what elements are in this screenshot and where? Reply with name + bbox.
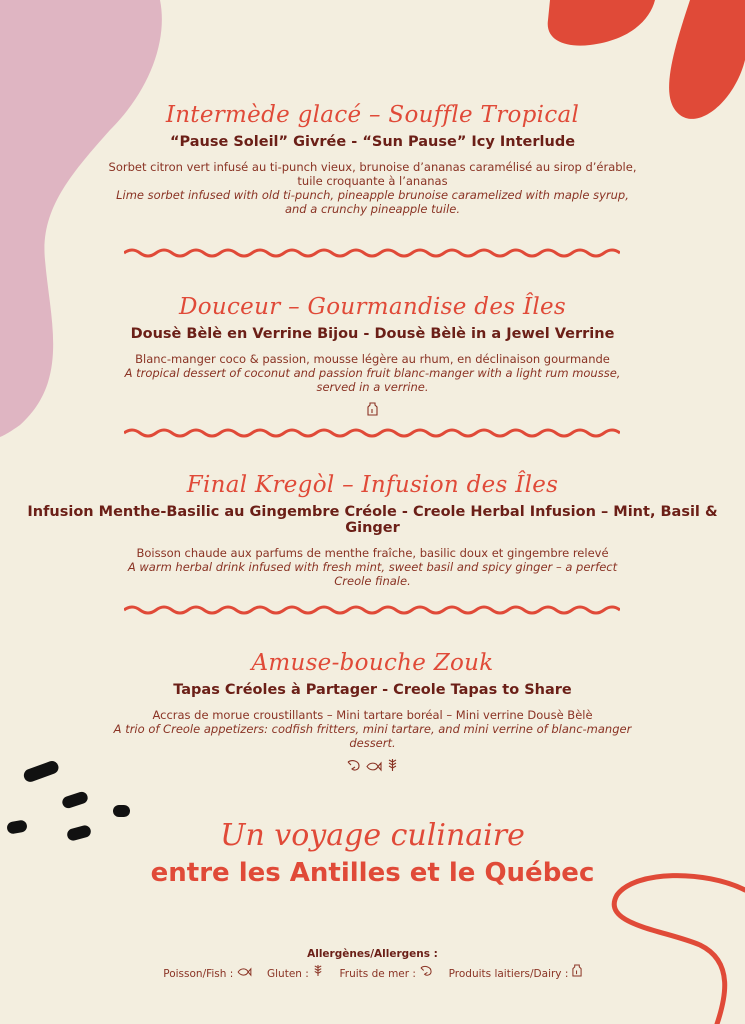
- fish-icon: [237, 967, 252, 977]
- dairy-icon: [572, 964, 582, 977]
- dish-title: Tapas Créoles à Partager - Creole Tapas to Share: [173, 682, 572, 698]
- allergens-legend: [0, 964, 745, 980]
- fish-icon: [366, 761, 382, 772]
- legend-seafood-label: Fruits de mer :: [339, 968, 416, 980]
- shrimp-icon: [346, 759, 361, 772]
- section-heading: Douceur – Gourmandise des Îles: [179, 294, 566, 320]
- dairy-icon: [367, 402, 378, 416]
- wave-divider: [124, 603, 620, 617]
- legend-seafood: [340, 968, 437, 980]
- description-fr: Blanc-manger coco & passion, mousse légère au rhum, en déclinaison gourmande: [135, 352, 610, 366]
- section-heading: Amuse-bouche Zouk: [251, 650, 494, 676]
- description-fr: Sorbet citron vert infusé au ti-punch vieux, brunoise d’ananas caramélisé au sirop d’érable, tuile croquante à l’ananas: [108, 160, 637, 188]
- allergen-icons: [0, 758, 745, 776]
- description-en: A tropical dessert of coconut and passion fruit blanc-manger with a light rum mousse, served in a verrine.: [124, 366, 621, 394]
- description-en: Lime sorbet infused with old ti-punch, pineapple brunoise caramelized with maple syrup, and a crunchy pineapple tuile.: [116, 188, 629, 216]
- legend-gluten-label: Gluten :: [267, 968, 309, 980]
- legend-dairy-label: Produits laitiers/Dairy :: [448, 968, 569, 980]
- description-en: A trio of Creole appetizers: codfish fritters, mini tartare, and mini verrine of blanc-manger dessert.: [113, 722, 632, 750]
- section-heading: Final Kregòl – Infusion des Îles: [186, 472, 559, 498]
- wave-divider: [124, 426, 620, 440]
- tagline-bold: entre les Antilles et le Québec: [150, 858, 595, 888]
- red-swirl-decoration: [605, 870, 745, 1024]
- legend-fish: [163, 968, 255, 980]
- gluten-icon: [312, 964, 324, 977]
- shrimp-icon: [419, 965, 433, 977]
- dish-title: Dousè Bèlè en Verrine Bijou - Dousè Bèlè in a Jewel Verrine: [130, 326, 615, 342]
- menu-section-final-kregol: [0, 472, 745, 588]
- menu-section-douceur: [0, 294, 745, 420]
- menu-section-intermede: [0, 102, 745, 216]
- allergen-icons: [0, 402, 745, 420]
- legend-fish-label: Poisson/Fish :: [163, 968, 234, 980]
- section-heading: Intermède glacé – Souffle Tropical: [165, 102, 580, 128]
- dish-title: “Pause Soleil” Givrée - “Sun Pause” Icy Interlude: [169, 134, 576, 150]
- wave-divider: [124, 246, 620, 260]
- legend-gluten: [267, 968, 328, 980]
- description-en: A warm herbal drink infused with fresh mint, sweet basil and spicy ginger – a perfect Creole finale.: [127, 560, 618, 588]
- allergens-legend-title: Allergènes/Allergens :: [307, 948, 438, 960]
- gluten-icon: [386, 758, 399, 772]
- tagline-script: Un voyage culinaire: [220, 818, 525, 853]
- description-fr: Boisson chaude aux parfums de menthe fraîche, basilic doux et gingembre relevé: [136, 546, 609, 560]
- dish-title: Infusion Menthe-Basilic au Gingembre Créole - Creole Herbal Infusion – Mint, Basil & Ginger: [27, 504, 718, 536]
- description-fr: Accras de morue croustillants – Mini tartare boréal – Mini verrine Dousè Bèlè: [152, 708, 593, 722]
- legend-dairy: [449, 968, 582, 980]
- menu-section-amuse-bouche: [0, 650, 745, 776]
